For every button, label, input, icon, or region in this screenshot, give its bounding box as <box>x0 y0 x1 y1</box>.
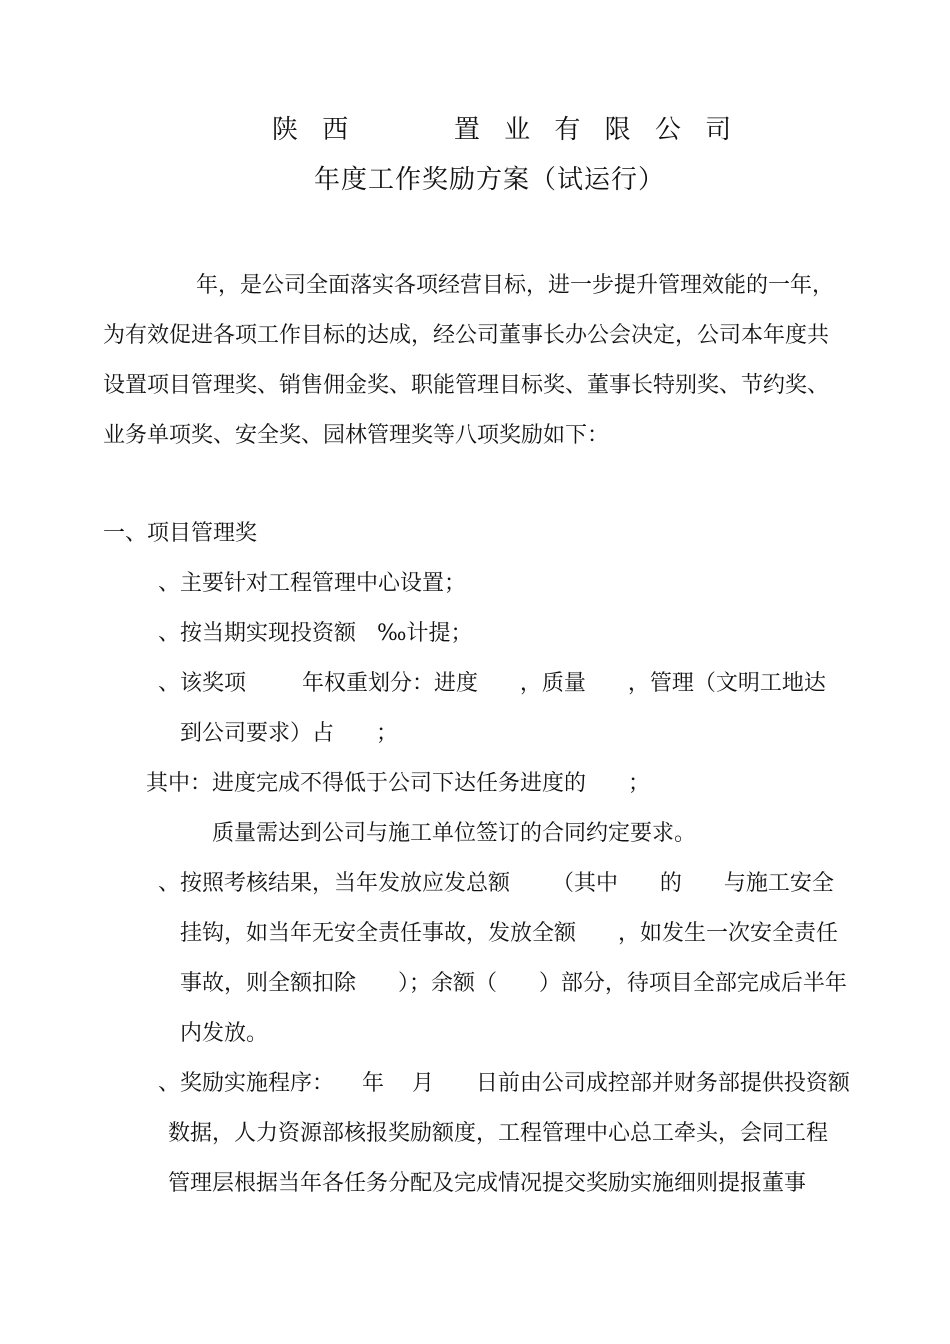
plan-title: 年度工作奖励方案（试运行） <box>314 165 666 195</box>
item-4-line-2: 挂钩，如当年无安全责任事故，发放全额 ，如发生一次安全责任 <box>180 921 838 946</box>
company-title: 陕 西 置 业 有 限 公 司 <box>272 115 740 145</box>
item-5-line-1: 、奖励实施程序： 年 月 日前由公司成控部并财务部提供投资额 <box>158 1071 850 1096</box>
item-3-line-1: 、该奖项 年权重划分：进度 ，质量 ，管理（文明工地达 <box>158 671 826 696</box>
item-1: 、主要针对工程管理中心设置； <box>158 571 467 596</box>
section-heading: 一、项目管理奖 <box>103 521 258 546</box>
item-3-line-2: 到公司要求）占 ； <box>180 721 398 746</box>
item-4-line-3: 事故，则全额扣除 ）；余额（ ）部分，待项目全部完成后半年 <box>180 971 847 996</box>
intro-line-4: 业务单项奖、安全奖、园林管理奖等八项奖励如下： <box>103 423 610 448</box>
item-5-line-2: 数据，人力资源部核报奖励额度，工程管理中心总工牵头，会同工程 <box>168 1121 829 1146</box>
item-2: 、按当期实现投资额 ‰计提； <box>158 621 473 646</box>
item-5-line-3: 管理层根据当年各任务分配及完成情况提交奖励实施细则提报董事 <box>168 1171 807 1196</box>
intro-line-1: 年，是公司全面落实各项经营目标，进一步提升管理效能的一年， <box>196 273 835 298</box>
intro-line-2: 为有效促进各项工作目标的达成，经公司董事长办公会决定，公司本年度共 <box>103 323 830 348</box>
item-4-line-4: 内发放。 <box>180 1021 269 1046</box>
note-2: 质量需达到公司与施工单位签订的合同约定要求。 <box>212 821 697 846</box>
item-4-line-1: 、按照考核结果，当年发放应发总额 （其中 的 与施工安全 <box>158 871 834 896</box>
intro-line-3: 设置项目管理奖、销售佣金奖、职能管理目标奖、董事长特别奖、节约奖、 <box>103 373 830 398</box>
note-1: 其中：进度完成不得低于公司下达任务进度的 ； <box>146 771 650 796</box>
